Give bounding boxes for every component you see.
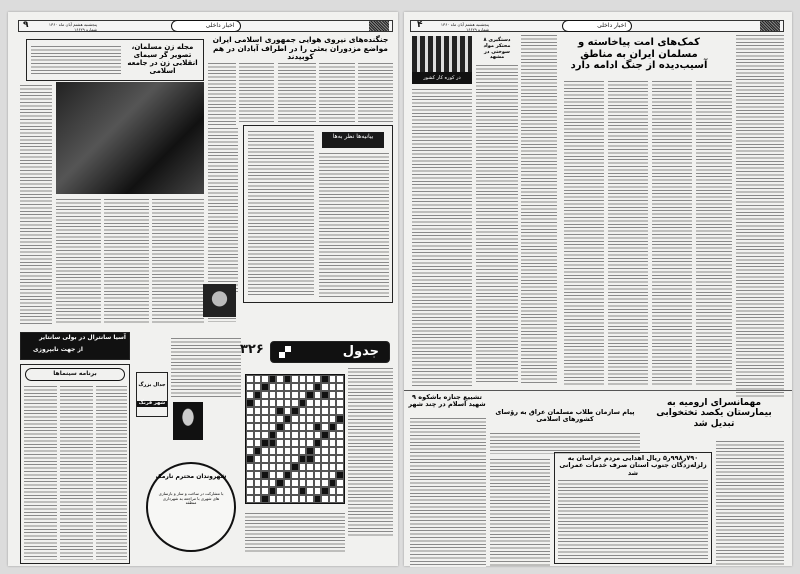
crossword-cell[interactable] [284, 431, 292, 439]
crossword-cell[interactable] [261, 487, 269, 495]
crossword-cell[interactable] [284, 383, 292, 391]
crossword-cell[interactable] [306, 495, 314, 503]
crossword-cell[interactable] [314, 391, 322, 399]
crossword-cell[interactable] [306, 463, 314, 471]
asia-ad [20, 332, 130, 360]
narmak-ad [146, 462, 236, 552]
crossword-cell[interactable] [284, 399, 292, 407]
crossword-cell[interactable] [329, 495, 337, 503]
page-header [410, 20, 784, 32]
crossword-cell[interactable] [254, 447, 262, 455]
narmak-title: شهروندان محترم نارمک [155, 473, 227, 480]
crossword-cell[interactable] [299, 479, 307, 487]
portrait-photo [203, 284, 236, 317]
crossword-cell[interactable] [314, 447, 322, 455]
crossword-cell[interactable] [329, 439, 337, 447]
crossword-cell[interactable] [276, 455, 284, 463]
crossword-cell[interactable] [306, 471, 314, 479]
crossword-cell[interactable] [314, 487, 322, 495]
crossword-cell[interactable] [291, 431, 299, 439]
statements-title: بیانیه‌ها نظر به‌ها [322, 132, 384, 148]
narmak-body: با مشارکت در ساخت و ساز و بازسازی های شهری با مراجعه به شهرداری منطقه [158, 491, 224, 506]
main-headline: جنگنده‌های نیروی هوایی جمهوری اسلامی ایران مواضع مزدوران بعثی را در اطراف آبادان در هم کوبیدند [212, 35, 389, 62]
crossword-cell[interactable] [284, 471, 292, 479]
crossword-cell[interactable] [306, 423, 314, 431]
crossword-cell[interactable] [254, 423, 262, 431]
crossword-cell[interactable] [261, 495, 269, 503]
crossword-cell[interactable] [336, 375, 344, 383]
crossword-cell[interactable] [291, 423, 299, 431]
crossword-cell[interactable] [246, 463, 254, 471]
newspaper-logo [760, 21, 780, 31]
crossword-cell[interactable] [276, 463, 284, 471]
crossword-cell[interactable] [306, 455, 314, 463]
crossword-cell[interactable] [254, 391, 262, 399]
crossword-cell[interactable] [254, 415, 262, 423]
crossword-cell[interactable] [321, 383, 329, 391]
crossword-cell[interactable] [261, 447, 269, 455]
crossword-cell[interactable] [284, 479, 292, 487]
magazine-headline: مجله زن مسلمان، تصویر گر سیمای انقلابی زن در جامعه اسلامی [127, 43, 198, 76]
crossword-cell[interactable] [336, 431, 344, 439]
issue-date: پنجشنبه هشتم آبان ماه ۱۳۶۰ شماره ۱۶۶۲۹ [48, 22, 97, 32]
crossword-cell[interactable] [261, 375, 269, 383]
crossword-cell[interactable] [284, 423, 292, 431]
crossword-cell[interactable] [329, 487, 337, 495]
crossword-cell[interactable] [261, 423, 269, 431]
crossword-cell[interactable] [276, 399, 284, 407]
crossword-cell[interactable] [299, 439, 307, 447]
crossword-cell[interactable] [299, 487, 307, 495]
statements-box [243, 125, 393, 303]
crossword-cell[interactable] [306, 399, 314, 407]
crossword-cell[interactable] [291, 399, 299, 407]
crossword-cell[interactable] [321, 447, 329, 455]
crossword-cell[interactable] [269, 487, 277, 495]
crossword-cell[interactable] [276, 495, 284, 503]
crossword-cell[interactable] [291, 407, 299, 415]
crossword-cell[interactable] [284, 463, 292, 471]
crossword-cell[interactable] [269, 399, 277, 407]
crossword-cell[interactable] [329, 415, 337, 423]
crossword-cell[interactable] [314, 463, 322, 471]
crossword-cell[interactable] [269, 431, 277, 439]
crossword-cell[interactable] [246, 391, 254, 399]
crossword-cell[interactable] [314, 439, 322, 447]
crossword-cell[interactable] [269, 383, 277, 391]
crossword-cell[interactable] [321, 407, 329, 415]
crossword-cell[interactable] [314, 423, 322, 431]
crossword-cell[interactable] [306, 431, 314, 439]
crossword-cell[interactable] [269, 375, 277, 383]
jadval-ad-title: جدال بزرگ [138, 382, 166, 388]
crossword-cell[interactable] [299, 415, 307, 423]
crossword-cell[interactable] [299, 447, 307, 455]
khorasan-headline: ۷۹۰ر۹۹۸ر۵ ریال اهدایی مردم خراسان به زلزله‌زدگان جنوب استان صرف خدمات عمرانی شد [559, 454, 707, 477]
crossword-cell[interactable] [336, 479, 344, 487]
crossword-cell[interactable] [306, 487, 314, 495]
crossword-cell[interactable] [284, 415, 292, 423]
crossword-cell[interactable] [269, 471, 277, 479]
crossword-cell[interactable] [246, 407, 254, 415]
crossword-cell[interactable] [306, 439, 314, 447]
crossword-cell[interactable] [269, 479, 277, 487]
crossword-cell[interactable] [261, 455, 269, 463]
crossword-cell[interactable] [306, 383, 314, 391]
crossword-cell[interactable] [291, 487, 299, 495]
crossword-cell[interactable] [284, 391, 292, 399]
crossword-cell[interactable] [291, 455, 299, 463]
crossword-cell[interactable] [321, 487, 329, 495]
crossword-cell[interactable] [276, 375, 284, 383]
crossword-cell[interactable] [299, 391, 307, 399]
crossword-cell[interactable] [321, 431, 329, 439]
crossword-cell[interactable] [314, 495, 322, 503]
crossword-cell[interactable] [284, 495, 292, 503]
crossword-cell[interactable] [336, 447, 344, 455]
crossword-cell[interactable] [336, 399, 344, 407]
crossword-cell[interactable] [314, 455, 322, 463]
crossword-cell[interactable] [261, 479, 269, 487]
issue-date: پنجشنبه هشتم آبان ماه ۱۳۶۰ شماره ۱۶۶۲۹ [440, 22, 489, 32]
crossword-cell[interactable] [276, 471, 284, 479]
crossword-cell[interactable] [261, 415, 269, 423]
crossword-cell[interactable] [329, 399, 337, 407]
crossword-cell[interactable] [299, 471, 307, 479]
crossword-cell[interactable] [284, 439, 292, 447]
crossword-cell[interactable] [314, 407, 322, 415]
crossword-cell[interactable] [314, 479, 322, 487]
crossword-cell[interactable] [254, 495, 262, 503]
crossword-cell[interactable] [306, 479, 314, 487]
crossword-cell[interactable] [314, 399, 322, 407]
crossword-cell[interactable] [276, 391, 284, 399]
crossword-cell[interactable] [276, 439, 284, 447]
crossword-cell[interactable] [261, 407, 269, 415]
crossword-cell[interactable] [329, 471, 337, 479]
crossword-cell[interactable] [246, 399, 254, 407]
crossword-cell[interactable] [291, 415, 299, 423]
woman-photo [173, 402, 203, 440]
newspaper-logo [369, 21, 389, 31]
crossword-cell[interactable] [276, 479, 284, 487]
crossword-cell[interactable] [261, 383, 269, 391]
crossword-cell[interactable] [246, 455, 254, 463]
crossword-cell[interactable] [291, 447, 299, 455]
ad-subtitle: از جهت نابپروزی [33, 346, 83, 353]
funeral-headline: تشییع جنازه باشکوه ۹ شهید اسلام در چند شهر [408, 393, 486, 409]
crossword-cell[interactable] [314, 383, 322, 391]
crossword-cell[interactable] [306, 415, 314, 423]
crossword-cell[interactable] [246, 447, 254, 455]
crossword-cell[interactable] [299, 407, 307, 415]
crossword-cell[interactable] [284, 375, 292, 383]
crossword-cell[interactable] [299, 463, 307, 471]
crossword-cell[interactable] [329, 391, 337, 399]
crossword-cell[interactable] [299, 375, 307, 383]
crossword-cell[interactable] [246, 479, 254, 487]
crossword-cell[interactable] [276, 487, 284, 495]
crossword-cell[interactable] [321, 471, 329, 479]
crossword-cell[interactable] [276, 447, 284, 455]
crossword-cell[interactable] [246, 439, 254, 447]
crossword-cell[interactable] [336, 407, 344, 415]
urmia-headline: مهمانسرای ارومیه به بیمارستان یکصد تختخوابی تبدیل شد [656, 398, 772, 429]
crossword-cell[interactable] [336, 471, 344, 479]
crossword-number: ۳۲۶ [240, 342, 264, 357]
crossword-cell[interactable] [254, 471, 262, 479]
page-number: ۴ [417, 20, 423, 30]
crossword-cell[interactable] [336, 487, 344, 495]
crossword-cell[interactable] [246, 431, 254, 439]
crossword-cell[interactable] [336, 383, 344, 391]
cinema-box [20, 364, 130, 564]
crossword-cell[interactable] [284, 455, 292, 463]
crossword-cell[interactable] [246, 487, 254, 495]
crossword-cell[interactable] [314, 375, 322, 383]
crossword-cell[interactable] [291, 479, 299, 487]
crossword-cell[interactable] [336, 463, 344, 471]
crossword-cell[interactable] [291, 471, 299, 479]
page-header [18, 20, 393, 32]
crossword-cell[interactable] [306, 375, 314, 383]
crossword-cell[interactable] [246, 383, 254, 391]
crossword-cell[interactable] [291, 439, 299, 447]
crossword-cell[interactable] [269, 415, 277, 423]
crossword-cell[interactable] [291, 383, 299, 391]
crossword-cell[interactable] [254, 407, 262, 415]
khorasan-box [554, 452, 712, 564]
crossword-cell[interactable] [299, 423, 307, 431]
crossword-cell[interactable] [246, 375, 254, 383]
crossword-cell[interactable] [321, 495, 329, 503]
crossword-cell[interactable] [291, 391, 299, 399]
crossword-cell[interactable] [321, 455, 329, 463]
crossword-cell[interactable] [299, 383, 307, 391]
crossword-cell[interactable] [306, 447, 314, 455]
crossword-cell[interactable] [269, 391, 277, 399]
crossword-cell[interactable] [306, 407, 314, 415]
jadval-ad-subtitle: شهر فرنگ [138, 400, 166, 406]
crossword-cell[interactable] [254, 479, 262, 487]
crossword-cell[interactable] [314, 415, 322, 423]
crossword-cell[interactable] [336, 455, 344, 463]
crossword-cell[interactable] [276, 431, 284, 439]
crossword-cell[interactable] [321, 375, 329, 383]
crossword-cell[interactable] [329, 407, 337, 415]
crossword-cell[interactable] [329, 423, 337, 431]
crossword-cell[interactable] [246, 415, 254, 423]
crossword-cell[interactable] [291, 463, 299, 471]
page-number: ۹ [23, 20, 29, 30]
crossword-cell[interactable] [321, 463, 329, 471]
ad-title: آسیا سانترال در بولی سانتایر [39, 334, 126, 341]
crossword-cell[interactable] [314, 431, 322, 439]
crossword-cell[interactable] [284, 487, 292, 495]
crossword-cell[interactable] [261, 431, 269, 439]
crossword-cell[interactable] [329, 479, 337, 487]
section-label: اخبار داخلی [562, 20, 632, 32]
crossword-cell[interactable] [254, 455, 262, 463]
crossword-title-text: جدول [342, 344, 379, 359]
crossword-cell[interactable] [329, 431, 337, 439]
crossword-cell[interactable] [254, 463, 262, 471]
right-page [404, 12, 792, 566]
crossword-cell[interactable] [336, 495, 344, 503]
crossword-cell[interactable] [329, 375, 337, 383]
crossword-cell[interactable] [284, 407, 292, 415]
crossword-cell[interactable] [336, 415, 344, 423]
crossword-cell[interactable] [261, 463, 269, 471]
crossword-cell[interactable] [321, 391, 329, 399]
crossword-cell[interactable] [291, 495, 299, 503]
main-headline: کمک‌های امت پیاخاسته و مسلمان ایران به مناطق آسیب‌دیده از جنگ ادامه دارد [570, 37, 708, 71]
jadval-ad [136, 372, 168, 417]
crossword-cell[interactable] [269, 423, 277, 431]
crossword-cell[interactable] [321, 423, 329, 431]
crossword-title [270, 341, 390, 363]
crossword-cell[interactable] [329, 447, 337, 455]
crossword-grid[interactable] [245, 374, 345, 504]
crossword-cell[interactable] [321, 479, 329, 487]
crossword-cell[interactable] [276, 383, 284, 391]
crossword-cell[interactable] [336, 391, 344, 399]
crossword-cell[interactable] [276, 415, 284, 423]
crossword-cell[interactable] [269, 495, 277, 503]
crossword-cell[interactable] [261, 439, 269, 447]
crossword-cell[interactable] [269, 407, 277, 415]
crossword-cell[interactable] [276, 407, 284, 415]
crossword-cell[interactable] [269, 447, 277, 455]
crossword-cell[interactable] [269, 455, 277, 463]
chart-image [412, 36, 472, 84]
crossword-cell[interactable] [269, 439, 277, 447]
crossword-cell[interactable] [291, 375, 299, 383]
crossword-cell[interactable] [254, 399, 262, 407]
crossword-cell[interactable] [246, 471, 254, 479]
crossword-cell[interactable] [261, 399, 269, 407]
crossword-cell[interactable] [329, 455, 337, 463]
crossword-cell[interactable] [246, 495, 254, 503]
crossword-cell[interactable] [299, 495, 307, 503]
chart-caption: در کوره کار کشور [412, 72, 472, 84]
crossword-cell[interactable] [329, 463, 337, 471]
crossword-cell[interactable] [336, 439, 344, 447]
magazine-cover-photo [56, 82, 204, 194]
crossword-cell[interactable] [314, 471, 322, 479]
crossword-cell[interactable] [254, 439, 262, 447]
crossword-cell[interactable] [276, 423, 284, 431]
crossword-cell[interactable] [254, 383, 262, 391]
checker-icon [279, 346, 291, 358]
crossword-cell[interactable] [306, 391, 314, 399]
crossword-cell[interactable] [254, 487, 262, 495]
crossword-cell[interactable] [261, 391, 269, 399]
crossword-cell[interactable] [246, 423, 254, 431]
side-headline: دستگیری ۸ محتکر مواد سوختی در مشهد [483, 37, 511, 61]
cinema-title: برنامه سینماها [25, 368, 125, 381]
crossword-cell[interactable] [299, 455, 307, 463]
crossword-cell[interactable] [321, 415, 329, 423]
crossword-cell[interactable] [254, 431, 262, 439]
left-page [8, 12, 398, 566]
crossword-cell[interactable] [321, 439, 329, 447]
magazine-box [26, 39, 204, 81]
crossword-cell[interactable] [269, 463, 277, 471]
crossword-cell[interactable] [299, 399, 307, 407]
crossword-cell[interactable] [336, 423, 344, 431]
crossword-cell[interactable] [321, 399, 329, 407]
section-label: اخبار داخلی [171, 20, 241, 32]
crossword-cell[interactable] [261, 471, 269, 479]
crossword-cell[interactable] [329, 383, 337, 391]
crossword-cell[interactable] [284, 447, 292, 455]
iraq-headline: پیام سازمان طلاب مسلمان عراق به رؤسای کشورهای اسلامی [495, 408, 635, 424]
crossword-cell[interactable] [299, 431, 307, 439]
crossword-cell[interactable] [254, 375, 262, 383]
